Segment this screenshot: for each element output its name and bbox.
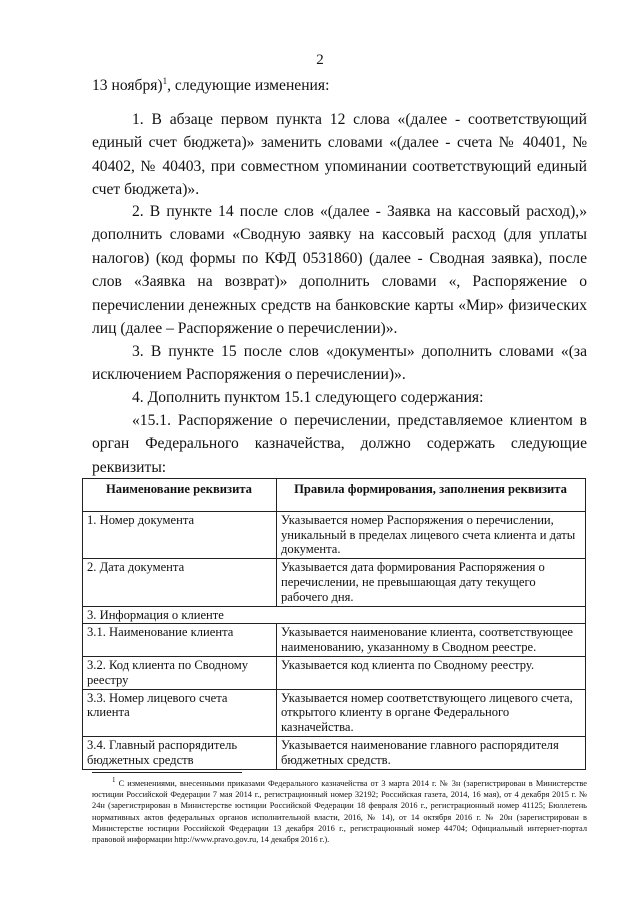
cell-name: 3.3. Номер лицевого счета клиента [83, 689, 277, 736]
cell-name: 3.2. Код клиента по Сводному реестру [83, 656, 277, 689]
table-row [83, 511, 586, 558]
footnote-mark: 1 [112, 776, 116, 785]
cell-section: 3. Информация о клиенте [83, 606, 586, 624]
page-number: 2 [316, 52, 324, 68]
intro-rest: , следующие изменения: [167, 77, 330, 94]
cell-rule: Указывается наименование клиента, соответствующее наименованию, указанному в Сводном реестре. [277, 624, 586, 657]
paragraph-2: 2. В пункте 14 после слов «(далее - Заявка на кассовый расход),» дополнить словами «Сводную заявку на кассовый расход (для уплаты налогов) (код формы по КФД 0531860) (далее - Сводная заявка), после слов «Заявка на возврат)» дополнить словами «, Распоряжение о перечислении денежных средств на банковские карты «Мир» физических лиц (далее – Распоряжение о перечислении)». [92, 203, 587, 338]
intro-line [92, 74, 587, 97]
footnote [92, 778, 587, 845]
cell-name: 3.1. Наименование клиента [83, 624, 277, 657]
paragraph-1: 1. В абзаце первом пункта 12 слова «(далее - соответствующий единый счет бюджета)» заменить словами «(далее - счета № 40401, № 40402, № 40403, при совместном упоминании соответствующий единый счет бюджета)». [92, 111, 587, 199]
paragraph-5: «15.1. Распоряжение о перечислении, представляемое клиентом в орган Федерального казначейства, должно содержать следующие реквизиты: [92, 412, 587, 476]
table-row [83, 624, 586, 657]
cell-name: 3.4. Главный распорядитель бюджетных средств [83, 736, 277, 769]
footnote-text: С изменениями, внесенными приказами Федерального казначейства от 3 марта 2014 г. № 3н (зарегистрирован в Министерстве юстиции Российской Федерации 7 мая 2014 г., регистрационный номер 32192; Российская газета, 2014, 16 мая), от 4 декабря 2015 г. № 24н (зарегистрирован в Министерстве юстиции Российской Федерации 18 февраля 2016 г., регистрационный номер 41125; Бюллетень нормативных актов федеральных органов исполнительной власти, 2016, № 14), от 14 октября 2016 г. № 20н (зарегистрирован в Министерстве юстиции Российской Федерации 13 декабря 2016 г., регистрационный номер 44704; Официальный интернет-портал правовой информации http://www.pravo.gov.ru, 14 декабря 2016 г.). [92, 779, 587, 845]
cell-name: 2. Дата документа [83, 559, 277, 606]
cell-rule: Указывается номер Распоряжения о перечислении, уникальный в пределах лицевого счета клиента и даты документа. [277, 511, 586, 558]
cell-rule: Указывается код клиента по Сводному реестру. [277, 656, 586, 689]
cell-name: 1. Номер документа [83, 511, 277, 558]
header-name: Наименование реквизита [83, 479, 277, 512]
cell-rule: Указывается номер соответствующего лицевого счета, открытого клиенту в органе Федерального казначейства. [277, 689, 586, 736]
footnote-ref: 1 [162, 75, 168, 86]
table-row [83, 689, 586, 736]
paragraph-4: 4. Дополнить пунктом 15.1 следующего содержания: [132, 389, 484, 406]
cell-rule: Указывается дата формирования Распоряжения о перечислении, не превышающая дату текущего рабочего дня. [277, 559, 586, 606]
table-row-section [83, 606, 586, 624]
header-rule: Правила формирования, заполнения реквизита [277, 479, 586, 512]
cell-rule: Указывается наименование главного распорядителя бюджетных средств. [277, 736, 586, 769]
table-header-row [83, 479, 586, 512]
table-row [83, 656, 586, 689]
paragraph-3: 3. В пункте 15 после слов «документы» дополнить словами «(за исключением Распоряжения о перечислении)». [92, 343, 587, 384]
table-row [83, 559, 586, 606]
footnote-divider [92, 772, 242, 773]
requisites-table [82, 478, 586, 770]
table-row [83, 736, 586, 769]
intro-text: 13 ноября) [92, 77, 163, 94]
